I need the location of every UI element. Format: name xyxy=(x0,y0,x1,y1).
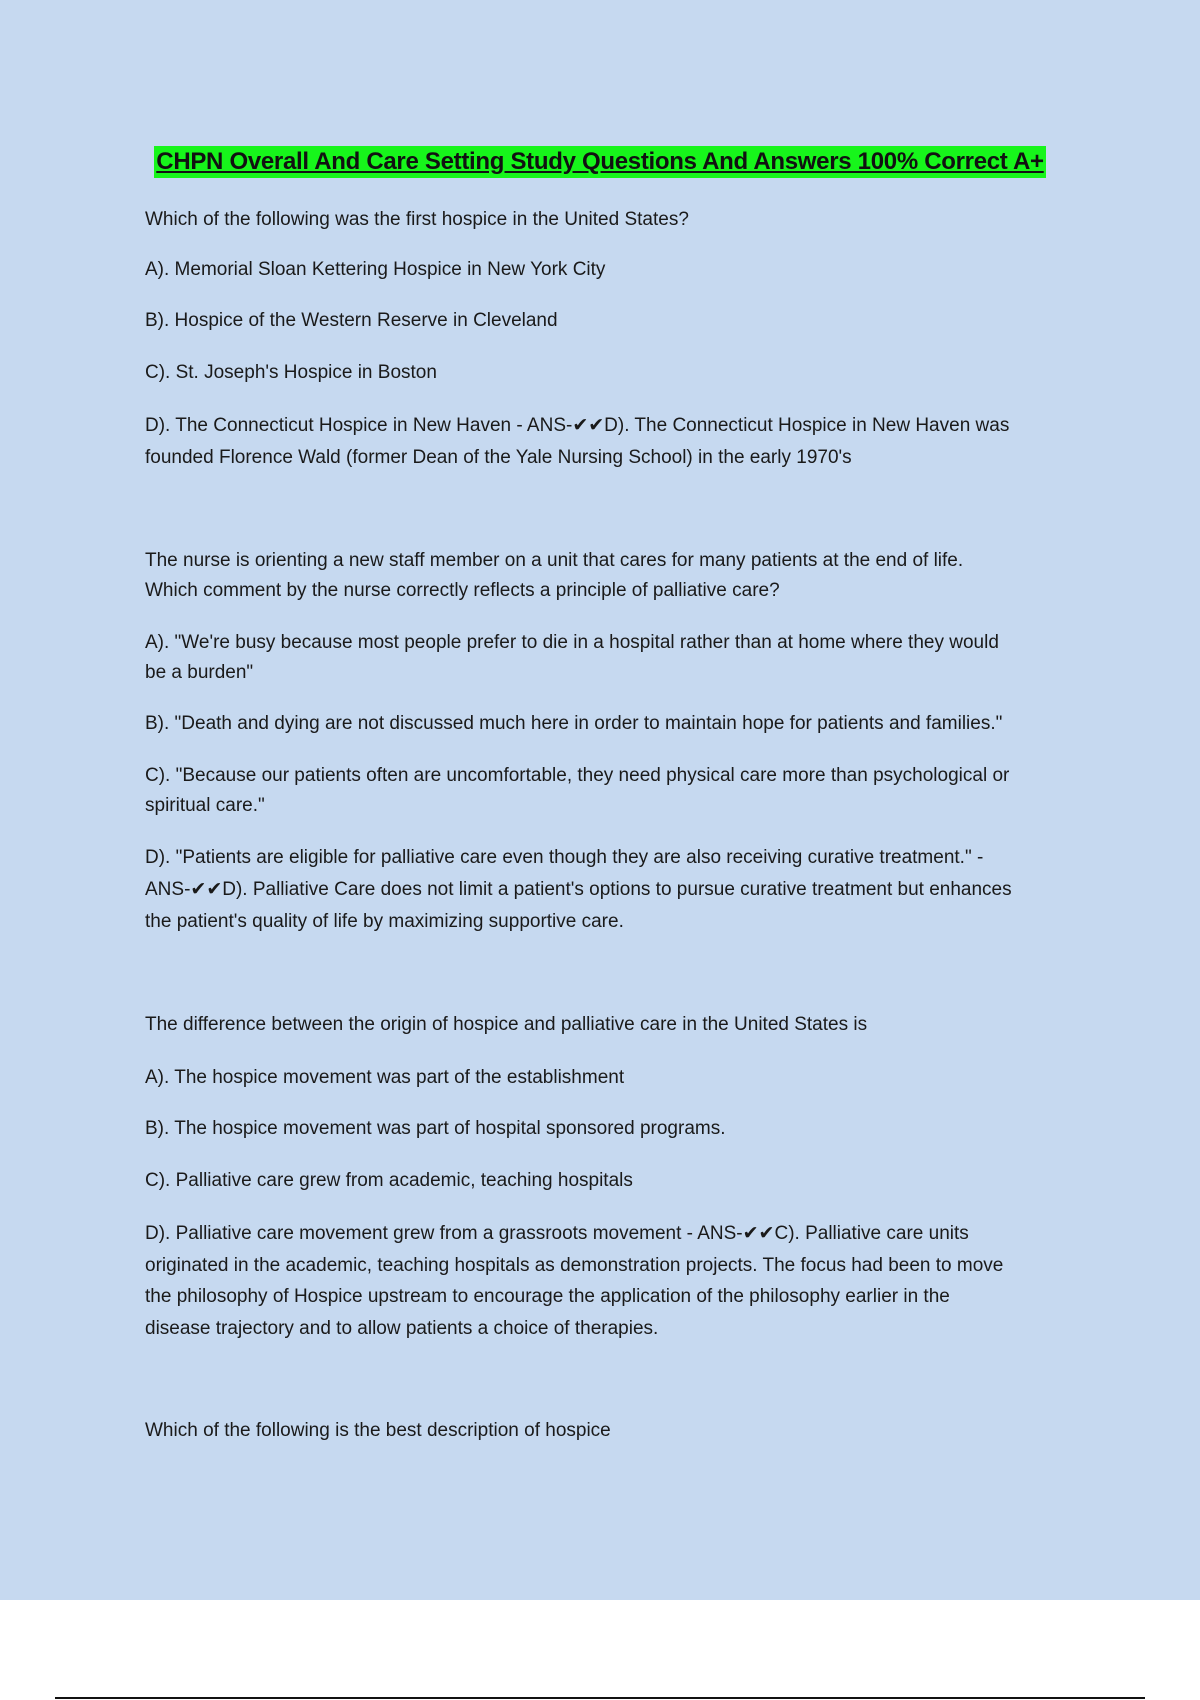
footer-divider xyxy=(55,1697,1145,1699)
answer-explanation-line: founded Florence Wald (former Dean of the Yale Nursing School) in the early 1970's xyxy=(145,447,852,468)
answer-option-a-line: be a burden" xyxy=(145,662,254,683)
answer-option-b: B). The hospice movement was part of hospital sponsored programs. xyxy=(145,1118,726,1139)
answer-option-c: C). St. Joseph's Hospice in Boston xyxy=(145,362,437,383)
answer-option-a: A). "We're busy because most people prefer to die in a hospital rather than at home where they would xyxy=(145,632,999,653)
answer-option-c: C). "Because our patients often are uncomfortable, they need physical care more than psychological or xyxy=(145,765,1010,786)
answer-option-c-line: spiritual care." xyxy=(145,795,265,816)
answer-explanation-line: the patient's quality of life by maximizing supportive care. xyxy=(145,911,624,932)
page-title: CHPN Overall And Care Setting Study Questions And Answers 100% Correct A+ xyxy=(154,146,1045,178)
question-stem-line: Which of the following is the best description of hospice xyxy=(145,1420,611,1441)
answer-explanation-line: disease trajectory and to allow patients a choice of therapies. xyxy=(145,1318,659,1339)
answer-option-b: B). Hospice of the Western Reserve in Cleveland xyxy=(145,310,558,331)
answer-option-b: B). "Death and dying are not discussed much here in order to maintain hope for patients and families." xyxy=(145,713,1003,734)
question-stem-line: Which comment by the nurse correctly reflects a principle of palliative care? xyxy=(145,580,780,601)
answer-option-d: D). "Patients are eligible for palliative care even though they are also receiving curative treatment." - xyxy=(145,847,984,868)
question-stem-line: The difference between the origin of hospice and palliative care in the United States is xyxy=(145,1014,868,1035)
answer-option-a: A). The hospice movement was part of the establishment xyxy=(145,1067,625,1088)
answer-option-d: D). The Connecticut Hospice in New Haven - ANS-✔✔D). The Connecticut Hospice in New Haven was xyxy=(145,415,1010,436)
answer-explanation-line: the philosophy of Hospice upstream to encourage the application of the philosophy earlier in the xyxy=(145,1286,950,1307)
question-stem-line: Which of the following was the first hospice in the United States? xyxy=(145,209,689,230)
answer-option-d: D). Palliative care movement grew from a grassroots movement - ANS-✔✔C). Palliative care units xyxy=(145,1223,969,1244)
answer-option-c: C). Palliative care grew from academic, teaching hospitals xyxy=(145,1170,633,1191)
question-stem-line: The nurse is orienting a new staff member on a unit that cares for many patients at the end of life. xyxy=(145,550,964,571)
answer-option-a: A). Memorial Sloan Kettering Hospice in New York City xyxy=(145,259,606,280)
title-container xyxy=(0,146,1200,178)
answer-explanation-line: ANS-✔✔D). Palliative Care does not limit a patient's options to pursue curative treatment but enhances xyxy=(145,879,1012,900)
answer-explanation-line: originated in the academic, teaching hospitals as demonstration projects. The focus had been to move xyxy=(145,1255,1004,1276)
